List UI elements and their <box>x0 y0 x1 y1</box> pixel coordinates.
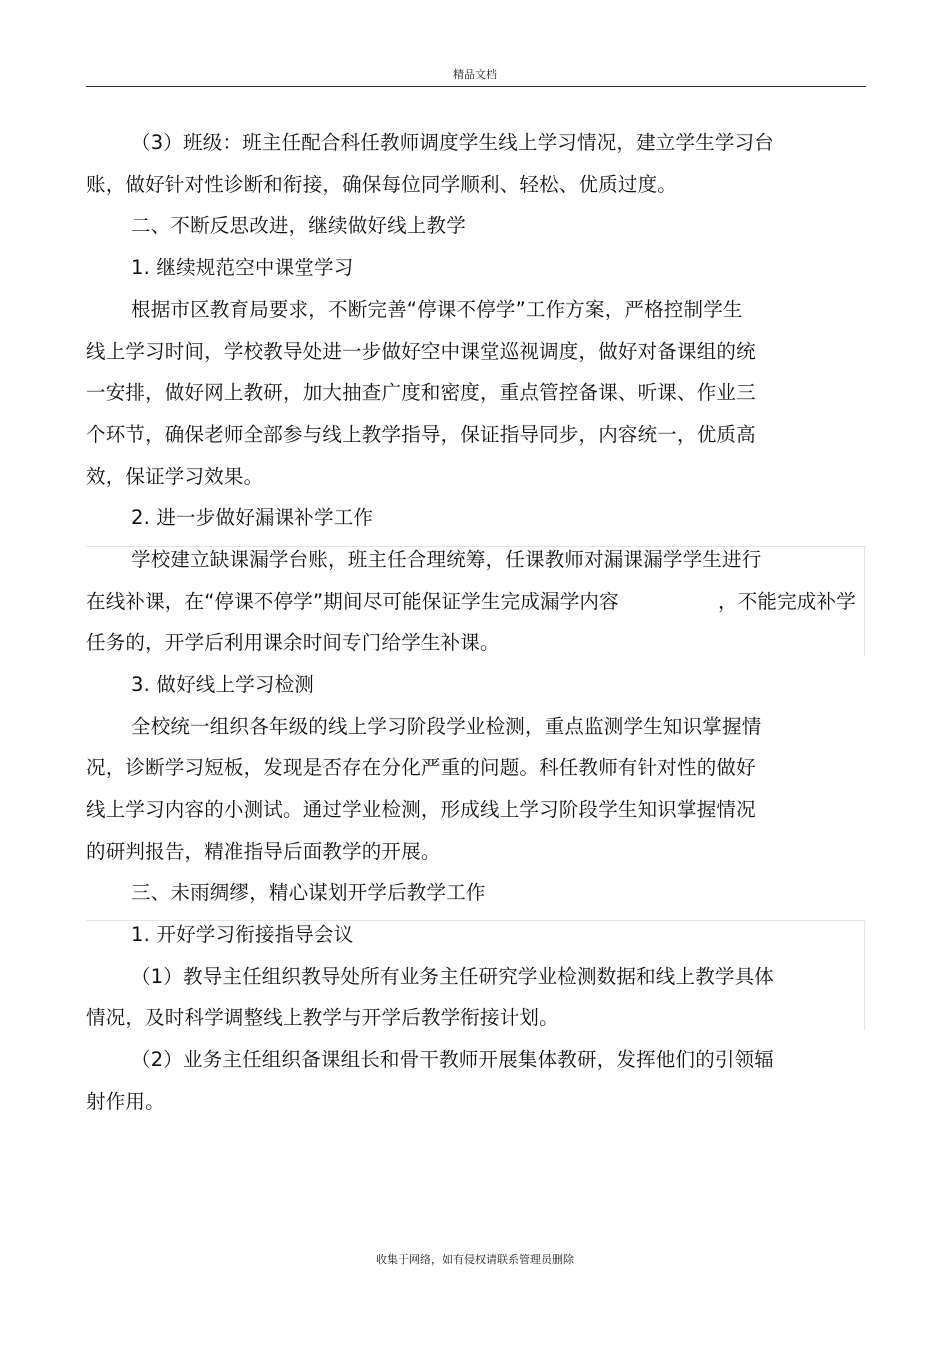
scan-box-edge <box>864 920 865 1030</box>
body-line-fragment: ，不能完成补学 <box>718 590 856 613</box>
body-line: （3）班级：班主任配合科任教师调度学生线上学习情况，建立学生学习台 <box>131 131 775 154</box>
subsection-heading: 1. 开好学习衔接指导会议 <box>131 923 354 946</box>
body-line: 任务的，开学后利用课余时间专门给学生补课。 <box>86 631 500 654</box>
body-line: 根据市区教育局要求，不断完善“停课不停学”工作方案，严格控制学生 <box>131 298 743 321</box>
body-line: （2）业务主任组织备课组长和骨干教师开展集体教研，发挥他们的引领辐 <box>131 1048 775 1071</box>
section-heading: 二、不断反思改进，继续做好线上教学 <box>131 214 466 237</box>
subsection-heading: 3. 做好线上学习检测 <box>131 673 315 696</box>
body-line: 效，保证学习效果。 <box>86 465 264 488</box>
page-footer: 收集于网络，如有侵权请联系管理员删除 <box>376 1253 574 1266</box>
body-line: 射作用。 <box>86 1090 165 1113</box>
body-line: 全校统一组织各年级的线上学习阶段学业检测，重点监测学生知识掌握情 <box>131 715 762 738</box>
body-line: 在线补课，在“停课不停学”期间尽可能保证学生完成漏学内容 <box>86 590 619 613</box>
body-line: 学校建立缺课漏学台账，班主任合理统筹，任课教师对漏课漏学学生进行 <box>131 548 762 571</box>
body-line: 个环节，确保老师全部参与线上教学指导，保证指导同步，内容统一，优质高 <box>86 423 756 446</box>
body-line: 况，诊断学习短板，发现是否存在分化严重的问题。科任教师有针对性的做好 <box>86 756 756 779</box>
body-line: 的研判报告，精准指导后面教学的开展。 <box>86 840 441 863</box>
scan-box-edge <box>86 546 866 547</box>
scan-box-edge <box>864 546 865 656</box>
body-line: （1）教导主任组织教导处所有业务主任研究学业检测数据和线上教学具体 <box>131 965 775 988</box>
body-line: 线上学习内容的小测试。通过学业检测，形成线上学习阶段学生知识掌握情况 <box>86 798 756 821</box>
header-divider <box>86 86 866 87</box>
body-line: 账，做好针对性诊断和衔接，确保每位同学顺利、轻松、优质过度。 <box>86 173 678 196</box>
scan-box-edge <box>86 920 866 921</box>
page-header-title: 精品文档 <box>453 68 497 81</box>
subsection-heading: 1. 继续规范空中课堂学习 <box>131 256 354 279</box>
section-heading: 三、未雨绸缪，精心谋划开学后教学工作 <box>131 881 486 904</box>
body-line: 线上学习时间，学校教导处进一步做好空中课堂巡视调度，做好对备课组的统 <box>86 340 756 363</box>
body-line: 情况，及时科学调整线上教学与开学后教学衔接计划。 <box>86 1006 559 1029</box>
body-line: 一安排，做好网上教研，加大抽查广度和密度，重点管控备课、听课、作业三 <box>86 381 756 404</box>
subsection-heading: 2. 进一步做好漏课补学工作 <box>131 506 374 529</box>
